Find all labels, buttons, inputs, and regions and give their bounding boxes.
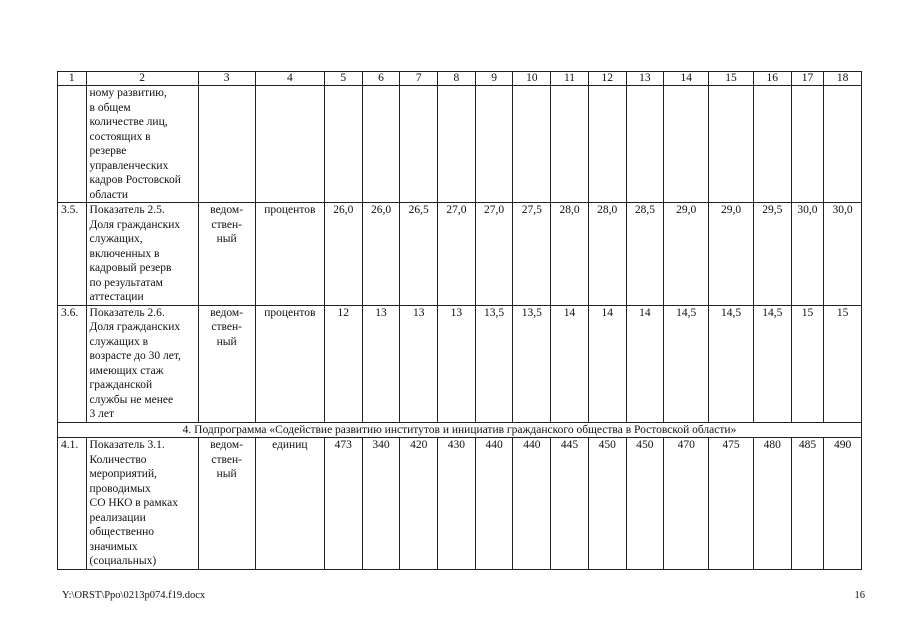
column-header: 7: [400, 72, 438, 86]
column-header: 10: [513, 72, 551, 86]
column-header: 1: [58, 72, 87, 86]
indicator-type-cell: ведом- ствен- ный: [198, 438, 255, 570]
value-cell: 450: [626, 438, 664, 570]
value-cell: 13,5: [475, 305, 513, 422]
value-cell: 340: [362, 438, 400, 570]
value-cell: 27,5: [513, 203, 551, 306]
unit-cell: единиц: [255, 438, 324, 570]
value-cell: 14,5: [664, 305, 709, 422]
value-cell: 14: [588, 305, 626, 422]
column-header: 9: [475, 72, 513, 86]
indicator-table: [57, 71, 862, 570]
value-cell: 15: [791, 305, 824, 422]
indicator-type-cell: ведом- ствен- ный: [198, 305, 255, 422]
row-number-cell: [58, 86, 87, 203]
empty-cell: [709, 86, 754, 203]
empty-cell: [626, 86, 664, 203]
empty-cell: [791, 86, 824, 203]
column-header: 18: [824, 72, 862, 86]
column-header: 2: [86, 72, 198, 86]
empty-cell: [362, 86, 400, 203]
empty-cell: [513, 86, 551, 203]
empty-cell: [475, 86, 513, 203]
column-header: 13: [626, 72, 664, 86]
table-header-row: [58, 72, 862, 86]
value-cell: 490: [824, 438, 862, 570]
footer-page-number: 16: [854, 590, 865, 601]
value-cell: 440: [513, 438, 551, 570]
empty-cell: [664, 86, 709, 203]
value-cell: 420: [400, 438, 438, 570]
value-cell: 28,0: [551, 203, 589, 306]
value-cell: 473: [324, 438, 362, 570]
empty-cell: [400, 86, 438, 203]
value-cell: 27,0: [475, 203, 513, 306]
value-cell: 26,0: [362, 203, 400, 306]
column-header: 11: [551, 72, 589, 86]
value-cell: 27,0: [438, 203, 476, 306]
unit-cell: процентов: [255, 203, 324, 306]
value-cell: 14: [551, 305, 589, 422]
column-header: 17: [791, 72, 824, 86]
value-cell: 13,5: [513, 305, 551, 422]
table-row: [58, 438, 862, 570]
value-cell: 26,0: [324, 203, 362, 306]
column-header: 14: [664, 72, 709, 86]
column-header: 3: [198, 72, 255, 86]
column-header: 15: [709, 72, 754, 86]
value-cell: 26,5: [400, 203, 438, 306]
table-row: [58, 203, 862, 306]
empty-cell: [588, 86, 626, 203]
value-cell: 29,5: [753, 203, 791, 306]
value-cell: 445: [551, 438, 589, 570]
table-row-continuation: [58, 86, 862, 203]
value-cell: 30,0: [791, 203, 824, 306]
indicator-name-cell: ному развитию, в общем количестве лиц, состоящих в резерве управленческих кадров Ростовской области: [86, 86, 198, 203]
unit-cell: процентов: [255, 305, 324, 422]
column-header: 6: [362, 72, 400, 86]
empty-cell: [824, 86, 862, 203]
indicator-type-cell: ведом- ствен- ный: [198, 203, 255, 306]
table-row: [58, 305, 862, 422]
value-cell: 14,5: [753, 305, 791, 422]
value-cell: 480: [753, 438, 791, 570]
empty-cell: [551, 86, 589, 203]
value-cell: 13: [362, 305, 400, 422]
empty-cell: [198, 86, 255, 203]
value-cell: 15: [824, 305, 862, 422]
subprogram-row: [58, 422, 862, 438]
row-number-cell: 4.1.: [58, 438, 87, 570]
column-header: 4: [255, 72, 324, 86]
value-cell: 30,0: [824, 203, 862, 306]
value-cell: 13: [400, 305, 438, 422]
column-header: 5: [324, 72, 362, 86]
empty-cell: [438, 86, 476, 203]
value-cell: 12: [324, 305, 362, 422]
empty-cell: [753, 86, 791, 203]
value-cell: 485: [791, 438, 824, 570]
indicator-name-cell: Показатель 3.1. Количество мероприятий, проводимых СО НКО в рамках реализации общественно значимых (социальных): [86, 438, 198, 570]
value-cell: 430: [438, 438, 476, 570]
row-number-cell: 3.5.: [58, 203, 87, 306]
value-cell: 470: [664, 438, 709, 570]
empty-cell: [255, 86, 324, 203]
column-header: 12: [588, 72, 626, 86]
indicator-name-cell: Показатель 2.6. Доля гражданских служащих в возрасте до 30 лет, имеющих стаж гражданской службы не менее 3 лет: [86, 305, 198, 422]
value-cell: 440: [475, 438, 513, 570]
value-cell: 29,0: [664, 203, 709, 306]
empty-cell: [324, 86, 362, 203]
value-cell: 14,5: [709, 305, 754, 422]
footer-file-path: Y:\ORST\Ppo\0213p074.f19.docx: [62, 590, 206, 601]
indicator-name-cell: Показатель 2.5. Доля гражданских служащих, включенных в кадровый резерв по результатам аттестации: [86, 203, 198, 306]
value-cell: 475: [709, 438, 754, 570]
value-cell: 28,5: [626, 203, 664, 306]
value-cell: 450: [588, 438, 626, 570]
value-cell: 13: [438, 305, 476, 422]
column-header: 8: [438, 72, 476, 86]
value-cell: 28,0: [588, 203, 626, 306]
value-cell: 14: [626, 305, 664, 422]
subprogram-title: 4. Подпрограмма «Содействие развитию институтов и инициатив гражданского общества в Ростовской области»: [58, 422, 862, 438]
value-cell: 29,0: [709, 203, 754, 306]
row-number-cell: 3.6.: [58, 305, 87, 422]
column-header: 16: [753, 72, 791, 86]
